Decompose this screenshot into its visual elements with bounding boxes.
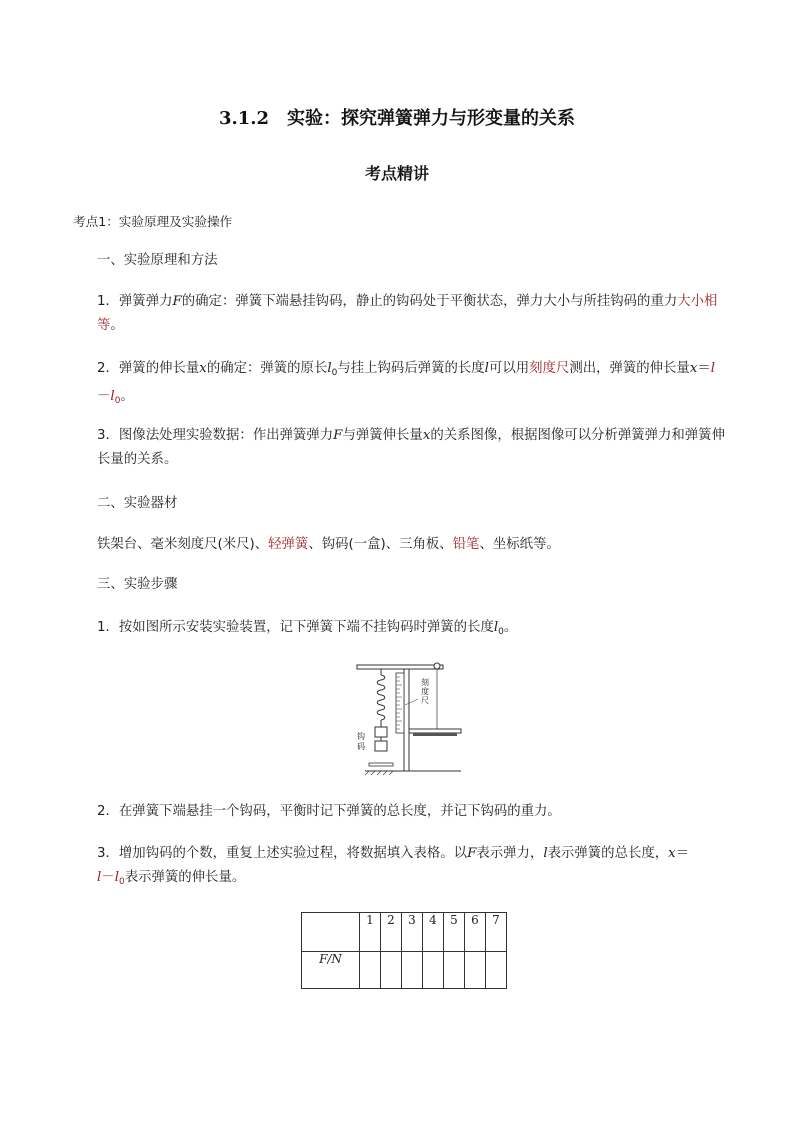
section1-heading: 一、实验原理和方法 (97, 253, 218, 268)
minus: － (97, 389, 111, 404)
text-run: 的确定：弹簧下端悬挂钩码，静止的钩码处于平衡状态，弹力大小与所挂钩码的重力 (181, 294, 678, 309)
table-header-cell: 6 (465, 913, 486, 952)
text-run: 2．弹簧的伸长量 (97, 361, 200, 376)
section3-step3 (97, 842, 727, 894)
clamp-knob (434, 663, 440, 669)
var-F: F (172, 294, 182, 309)
text-run: 表示弹力， (476, 846, 544, 861)
text-run: 3．图像法处理实验数据：作出弹簧弹力 (97, 428, 334, 443)
table-header-cell: 4 (423, 913, 444, 952)
table-cell (444, 952, 465, 989)
text-run: 、坐标纸等。 (479, 537, 560, 552)
section2-materials (97, 533, 560, 557)
text-run: 的关系图像，根据图像可以分析弹簧弹力和弹簧伸长量的关系。 (97, 428, 725, 467)
ruler (396, 673, 404, 733)
table-row-label (302, 952, 360, 989)
highlight-text: 刻度尺 (529, 361, 570, 376)
weights-label-1: 钩 (357, 732, 365, 741)
text-run: 3．增加钩码的个数，重复上述实验过程，将数据填入表格。以 (97, 846, 468, 861)
text-run: 、钩码(一盒)、三角板、 (308, 537, 453, 552)
text-run: 可以用 (488, 361, 530, 376)
var-l0: l (110, 389, 115, 404)
top-bar (357, 665, 443, 669)
text-run: 。 (120, 389, 134, 404)
var-l0: l (114, 870, 119, 885)
text-run: 测出，弹簧的伸长量 (569, 361, 690, 376)
var-F: F (333, 428, 343, 443)
stand-pole (404, 669, 409, 771)
apparatus-figure (355, 659, 465, 779)
section1-item3 (97, 424, 727, 472)
subscript: 0 (331, 368, 338, 378)
page-title: 3.1.2 实验：探究弹簧弹力与形变量的关系 (218, 108, 576, 129)
equals: ＝ (675, 846, 690, 861)
var-F: F (467, 846, 477, 861)
section2-heading: 二、实验器材 (97, 496, 178, 511)
highlight-text: 轻弹簧 (268, 537, 309, 552)
row-label-text: F/N (319, 952, 342, 966)
var-x: x (689, 361, 698, 376)
text-run: 1．弹簧弹力 (97, 294, 173, 309)
text-run: 表示弹簧的伸长量。 (124, 870, 246, 885)
weights-label-2: 码 (357, 742, 365, 751)
var-x: x (199, 361, 207, 376)
equals: ＝ (697, 361, 711, 376)
ruler-label-2: 度 (421, 687, 429, 696)
table-cell (465, 952, 486, 989)
table-corner-cell (302, 913, 360, 952)
text-run: 与弹簧伸长量 (342, 428, 423, 443)
var-l0: l (493, 620, 499, 635)
ruler-label-1: 刻 (421, 678, 429, 687)
var-l: l (97, 870, 102, 885)
var-l: l (543, 846, 548, 861)
table-cell (402, 952, 423, 989)
minus: － (101, 870, 115, 885)
text-run: 1．按如图所示安装实验装置，记下弹簧下端不挂钩码时弹簧的长度 (97, 620, 494, 635)
subscript: 0 (118, 877, 125, 887)
text-run: 。 (110, 318, 124, 333)
text-run: 铁架台、毫米刻度尺(米尺)、 (97, 537, 269, 552)
text-run: 与挂上钩码后弹簧的长度 (337, 361, 485, 376)
highlight-text: 铅笔 (452, 537, 480, 552)
ruler-label-3: 尺 (421, 696, 429, 705)
section3-heading: 三、实验步骤 (97, 577, 178, 592)
weight-1 (375, 727, 387, 737)
var-l0: l (327, 361, 332, 376)
table-header-cell: 1 (360, 913, 381, 952)
text-run: 。 (503, 620, 518, 635)
table-header-cell: 2 (381, 913, 402, 952)
page-subtitle: 考点精讲 (364, 164, 429, 183)
var-l: l (710, 361, 716, 376)
var-x: x (422, 428, 431, 443)
var-x: x (668, 846, 676, 861)
section1-item1 (97, 290, 727, 338)
base-plate-shadow (413, 733, 457, 736)
table-header-cell: 7 (486, 913, 507, 952)
subscript: 0 (498, 627, 504, 637)
text-run: 表示弹簧的总长度， (547, 846, 669, 861)
section3-step1 (97, 616, 517, 644)
section3-step2: 2．在弹簧下端悬挂一个钩码，平衡时记下弹簧的总长度，并记下钩码的重力。 (97, 804, 561, 819)
subscript: 0 (114, 396, 121, 406)
small-plate (369, 763, 393, 766)
highlight-text: 大小相等 (97, 294, 718, 333)
table-row (302, 952, 507, 989)
spring (377, 675, 385, 720)
topic-heading: 考点1：实验原理及实验操作 (73, 214, 233, 229)
data-table (301, 912, 507, 989)
var-l: l (484, 361, 489, 376)
table-header-cell: 5 (444, 913, 465, 952)
table-header-cell: 3 (402, 913, 423, 952)
table-cell (360, 952, 381, 989)
ground-hatch (365, 771, 393, 775)
text-run: 的确定：弹簧的原长 (206, 361, 328, 376)
section1-item2 (97, 357, 727, 413)
table-cell (381, 952, 402, 989)
table-cell (423, 952, 444, 989)
table-header-row (302, 913, 507, 952)
table-cell (486, 952, 507, 989)
base-plate (409, 729, 461, 733)
weight-2 (375, 741, 387, 751)
